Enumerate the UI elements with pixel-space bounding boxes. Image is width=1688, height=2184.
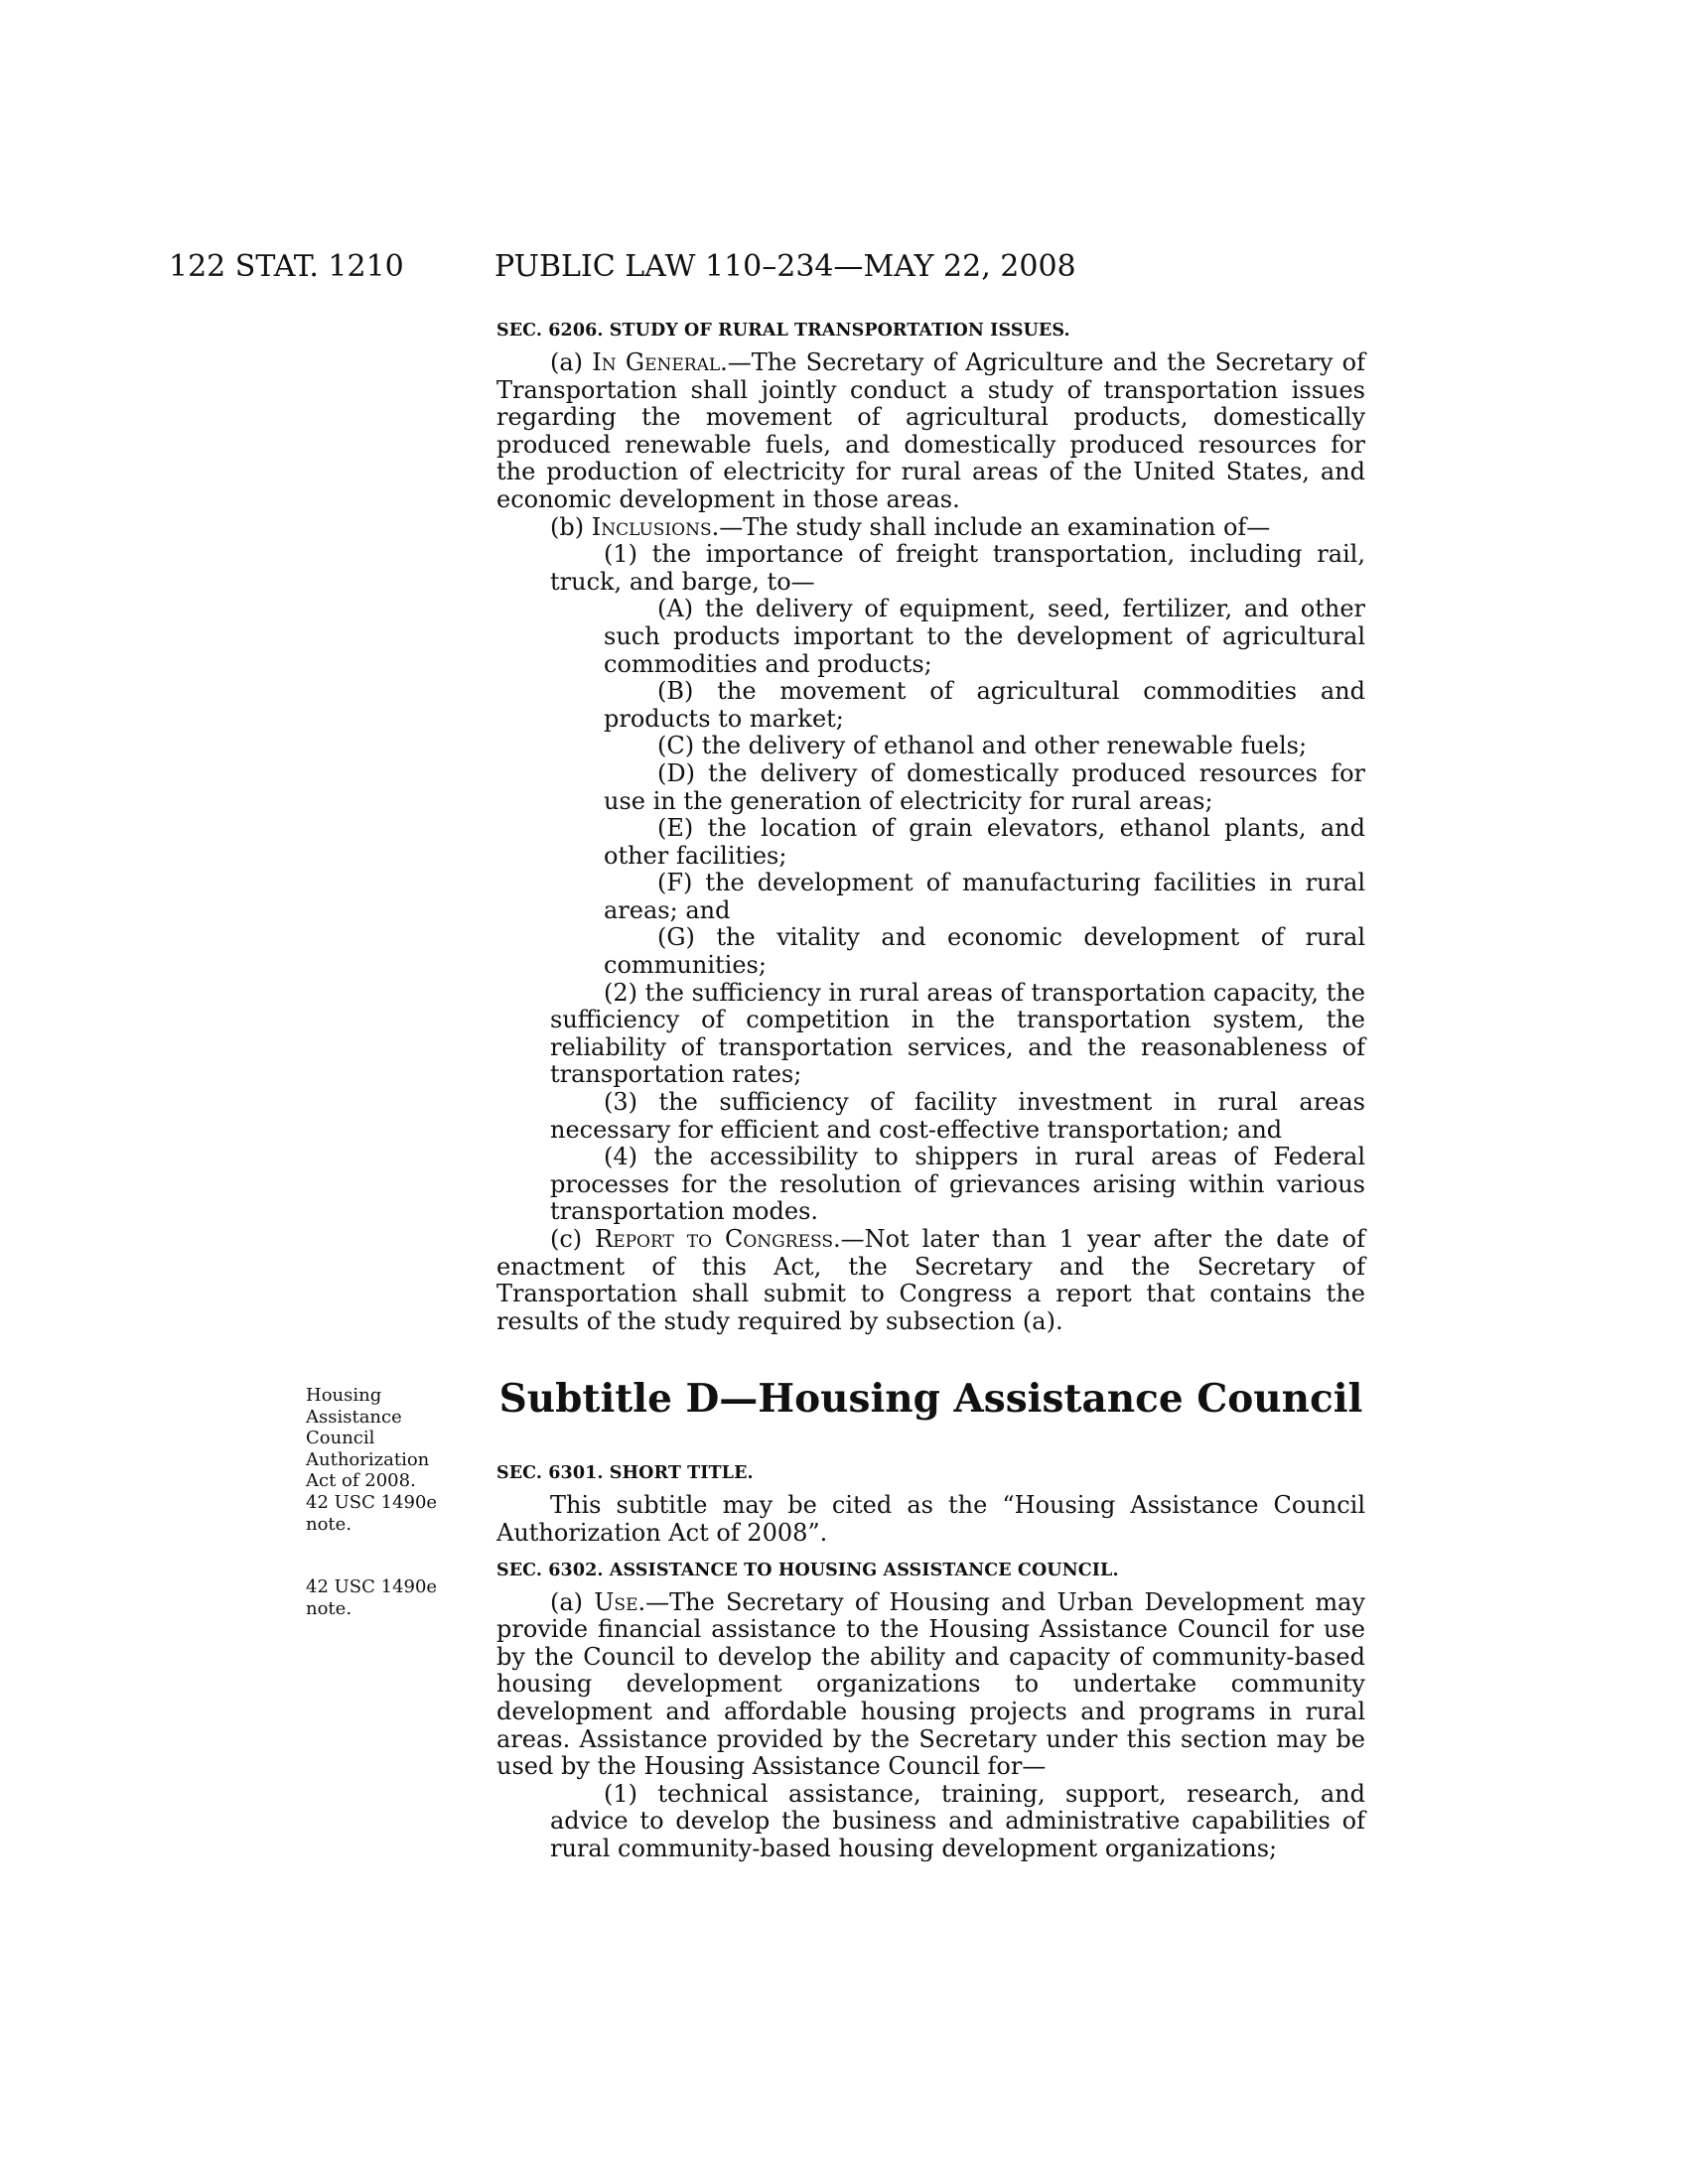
paragraph-4: (4) the accessibility to shippers in rural areas of Federal processes for the resolution of grievances arising within various transportation modes.	[550, 1143, 1365, 1226]
subparagraph-e: (E) the location of grain elevators, ethanol plants, and other facilities;	[604, 814, 1365, 870]
section-6302-a: (a) Use.—The Secretary of Housing and Urban Development may provide financial assistance to the Housing Assistance Council for use by the Council to develop the ability and capacity of community-based housing development organizations to undertake community development and affordable housing projects and programs in rural areas. Assistance provided by the Secretary under this section may be used by the Housing Assistance Council for—	[496, 1587, 1365, 1781]
paragraph-3: (3) the sufficiency of facility investment in rural areas necessary for efficient and cost-effective transportation; and	[550, 1088, 1365, 1144]
main-text-column	[496, 318, 1365, 1863]
section-6301-text: This subtitle may be cited as the “Housing Assistance Council Authorization Act of 2008”.	[496, 1491, 1365, 1547]
paragraph-2: (2) the sufficiency in rural areas of transportation capacity, the sufficiency of competition in the transportation system, the reliability of transportation services, and the reasonableness of transportation rates;	[550, 978, 1365, 1089]
section-6206-a: (a) In General.—The Secretary of Agriculture and the Secretary of Transportation shall jointly conduct a study of transportation issues regarding the movement of agricultural products, domestically produced renewable fuels, and domestically produced resources for the production of electricity for rural areas of the United States, and economic development in those areas.	[496, 348, 1365, 513]
public-law-reference: PUBLIC LAW 110–234—MAY 22, 2008	[494, 249, 1076, 284]
subparagraph-a: (A) the delivery of equipment, seed, fertilizer, and other such products important to the development of agricultural commodities and products;	[604, 595, 1365, 678]
section-6206-heading: SEC. 6206. STUDY OF RURAL TRANSPORTATION ISSUES.	[496, 321, 1070, 341]
subparagraph-f: (F) the development of manufacturing facilities in rural areas; and	[604, 869, 1365, 924]
section-6302-heading: SEC. 6302. ASSISTANCE TO HOUSING ASSISTANCE COUNCIL.	[496, 1560, 1119, 1580]
section-6206-c: (c) Report to Congress.—Not later than 1 year after the date of enactment of this Act, the Secretary and the Secretary of Transportation shall submit to Congress a report that contains the results of the study required by subsection (a).	[496, 1225, 1366, 1335]
subparagraph-d: (D) the delivery of domestically produced resources for use in the generation of electricity for rural areas;	[604, 758, 1365, 815]
section-6301-heading: SEC. 6301. SHORT TITLE.	[496, 1463, 754, 1484]
subparagraph-c: (C) the delivery of ethanol and other renewable fuels;	[657, 732, 1308, 760]
margin-note-assistance: 42 USC 1490e note.	[306, 1576, 438, 1619]
stat-reference: 122 STAT. 1210	[169, 249, 404, 284]
margin-note-short-title: Housing Assistance Council Authorization Act of 2008. 42 USC 1490e note.	[306, 1385, 438, 1535]
section-6302-paragraph-1: (1) technical assistance, training, support, research, and advice to develop the business and administrative capabilities of rural community-based housing development organizations;	[550, 1779, 1365, 1862]
subparagraph-b: (B) the movement of agricultural commodities and products to market;	[604, 677, 1365, 733]
section-6206-b: (b) Inclusions.—The study shall include an examination of—	[550, 512, 1271, 541]
subtitle-heading: Subtitle D—Housing Assistance Council	[498, 1376, 1363, 1423]
subparagraph-g: (G) the vitality and economic development of rural communities;	[604, 923, 1365, 980]
paragraph-1: (1) the importance of freight transportation, including rail, truck, and barge, to—	[550, 540, 1365, 596]
